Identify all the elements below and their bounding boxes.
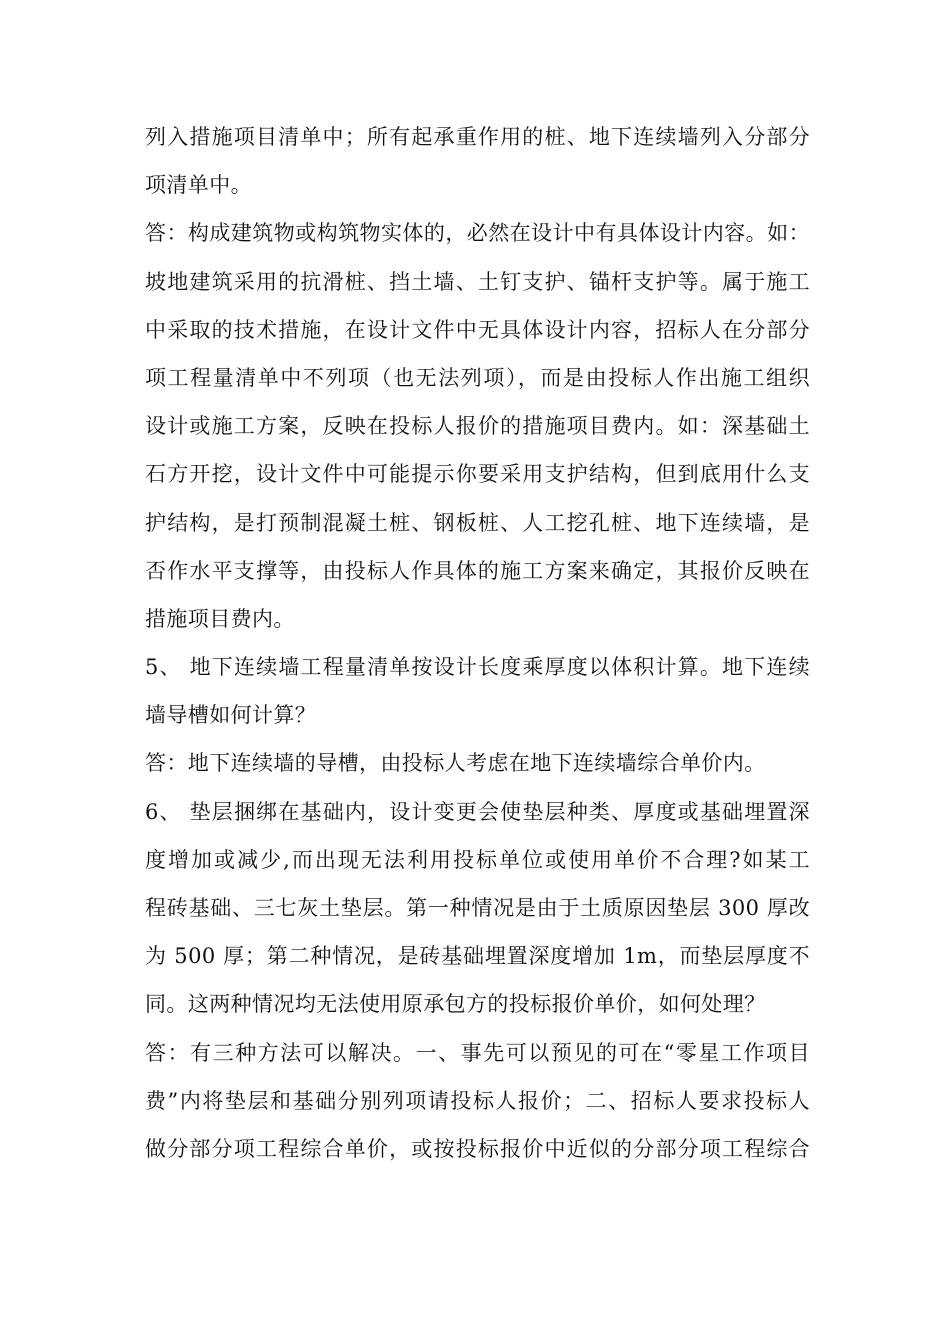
- text-line: 为 500 厚；第二种情况，是砖基础埋置深度增加 1m，而垫层厚度不: [145, 944, 810, 969]
- text-line: 中采取的技术措施，在设计文件中无具体设计内容，招标人在分部分: [145, 317, 810, 342]
- text-line: 设计或施工方案，反映在投标人报价的措施项目费内。如：深基础土: [145, 414, 810, 439]
- text-line: 答：地下连续墙的导槽，由投标人考虑在地下连续墙综合单价内。: [145, 751, 766, 776]
- text-line: 做分部分项工程综合单价，或按投标报价中近似的分部分项工程综合: [145, 1136, 810, 1161]
- text-line: 程砖基础、三七灰土垫层。第一种情况是由于土质原因垫层 300 厚改: [145, 896, 810, 920]
- text-line: 同。这两种情况均无法使用原承包方的投标报价单价，如何处理？: [145, 992, 766, 1017]
- text-line: 6、 垫层捆绑在基础内，设计变更会使垫层种类、厚度或基础埋置深: [145, 799, 810, 824]
- text-line: 项清单中。: [145, 173, 252, 198]
- text-line: 墙导槽如何计算？: [145, 703, 317, 728]
- text-line: 列入措施项目清单中；所有起承重作用的桩、地下连续墙列入分部分: [145, 125, 810, 149]
- text-line: 答：有三种方法可以解决。一、事先可以预见的可在“零星工作项目: [145, 1040, 810, 1065]
- text-line: 护结构，是打预制混凝土桩、钢板桩、人工挖孔桩、地下连续墙，是: [145, 510, 810, 535]
- text-line: 否作水平支撑等，由投标人作具体的施工方案来确定，其报价反映在: [145, 558, 810, 583]
- text-line: 坡地建筑采用的抗滑桩、挡土墙、土钉支护、锚杆支护等。属于施工: [145, 269, 810, 294]
- text-line: 项工程量清单中不列项（也无法列项），而是由投标人作出施工组织: [145, 365, 810, 390]
- body-text: [145, 118, 810, 1178]
- text-line: 措施项目费内。: [145, 606, 295, 631]
- text-line: 度增加或减少,而出现无法利用投标单位或使用单价不合理?如某工: [145, 847, 810, 872]
- text-line: 5、 地下连续墙工程量清单按设计长度乘厚度以体积计算。地下连续: [145, 655, 810, 680]
- text-line: 费”内将垫层和基础分别列项请投标人报价；二、招标人要求投标人: [145, 1088, 810, 1113]
- text-line: 石方开挖，设计文件中可能提示你要采用支护结构，但到底用什么支: [145, 462, 810, 487]
- text-line: 答：构成建筑物或构筑物实体的，必然在设计中有具体设计内容。如：: [145, 221, 810, 246]
